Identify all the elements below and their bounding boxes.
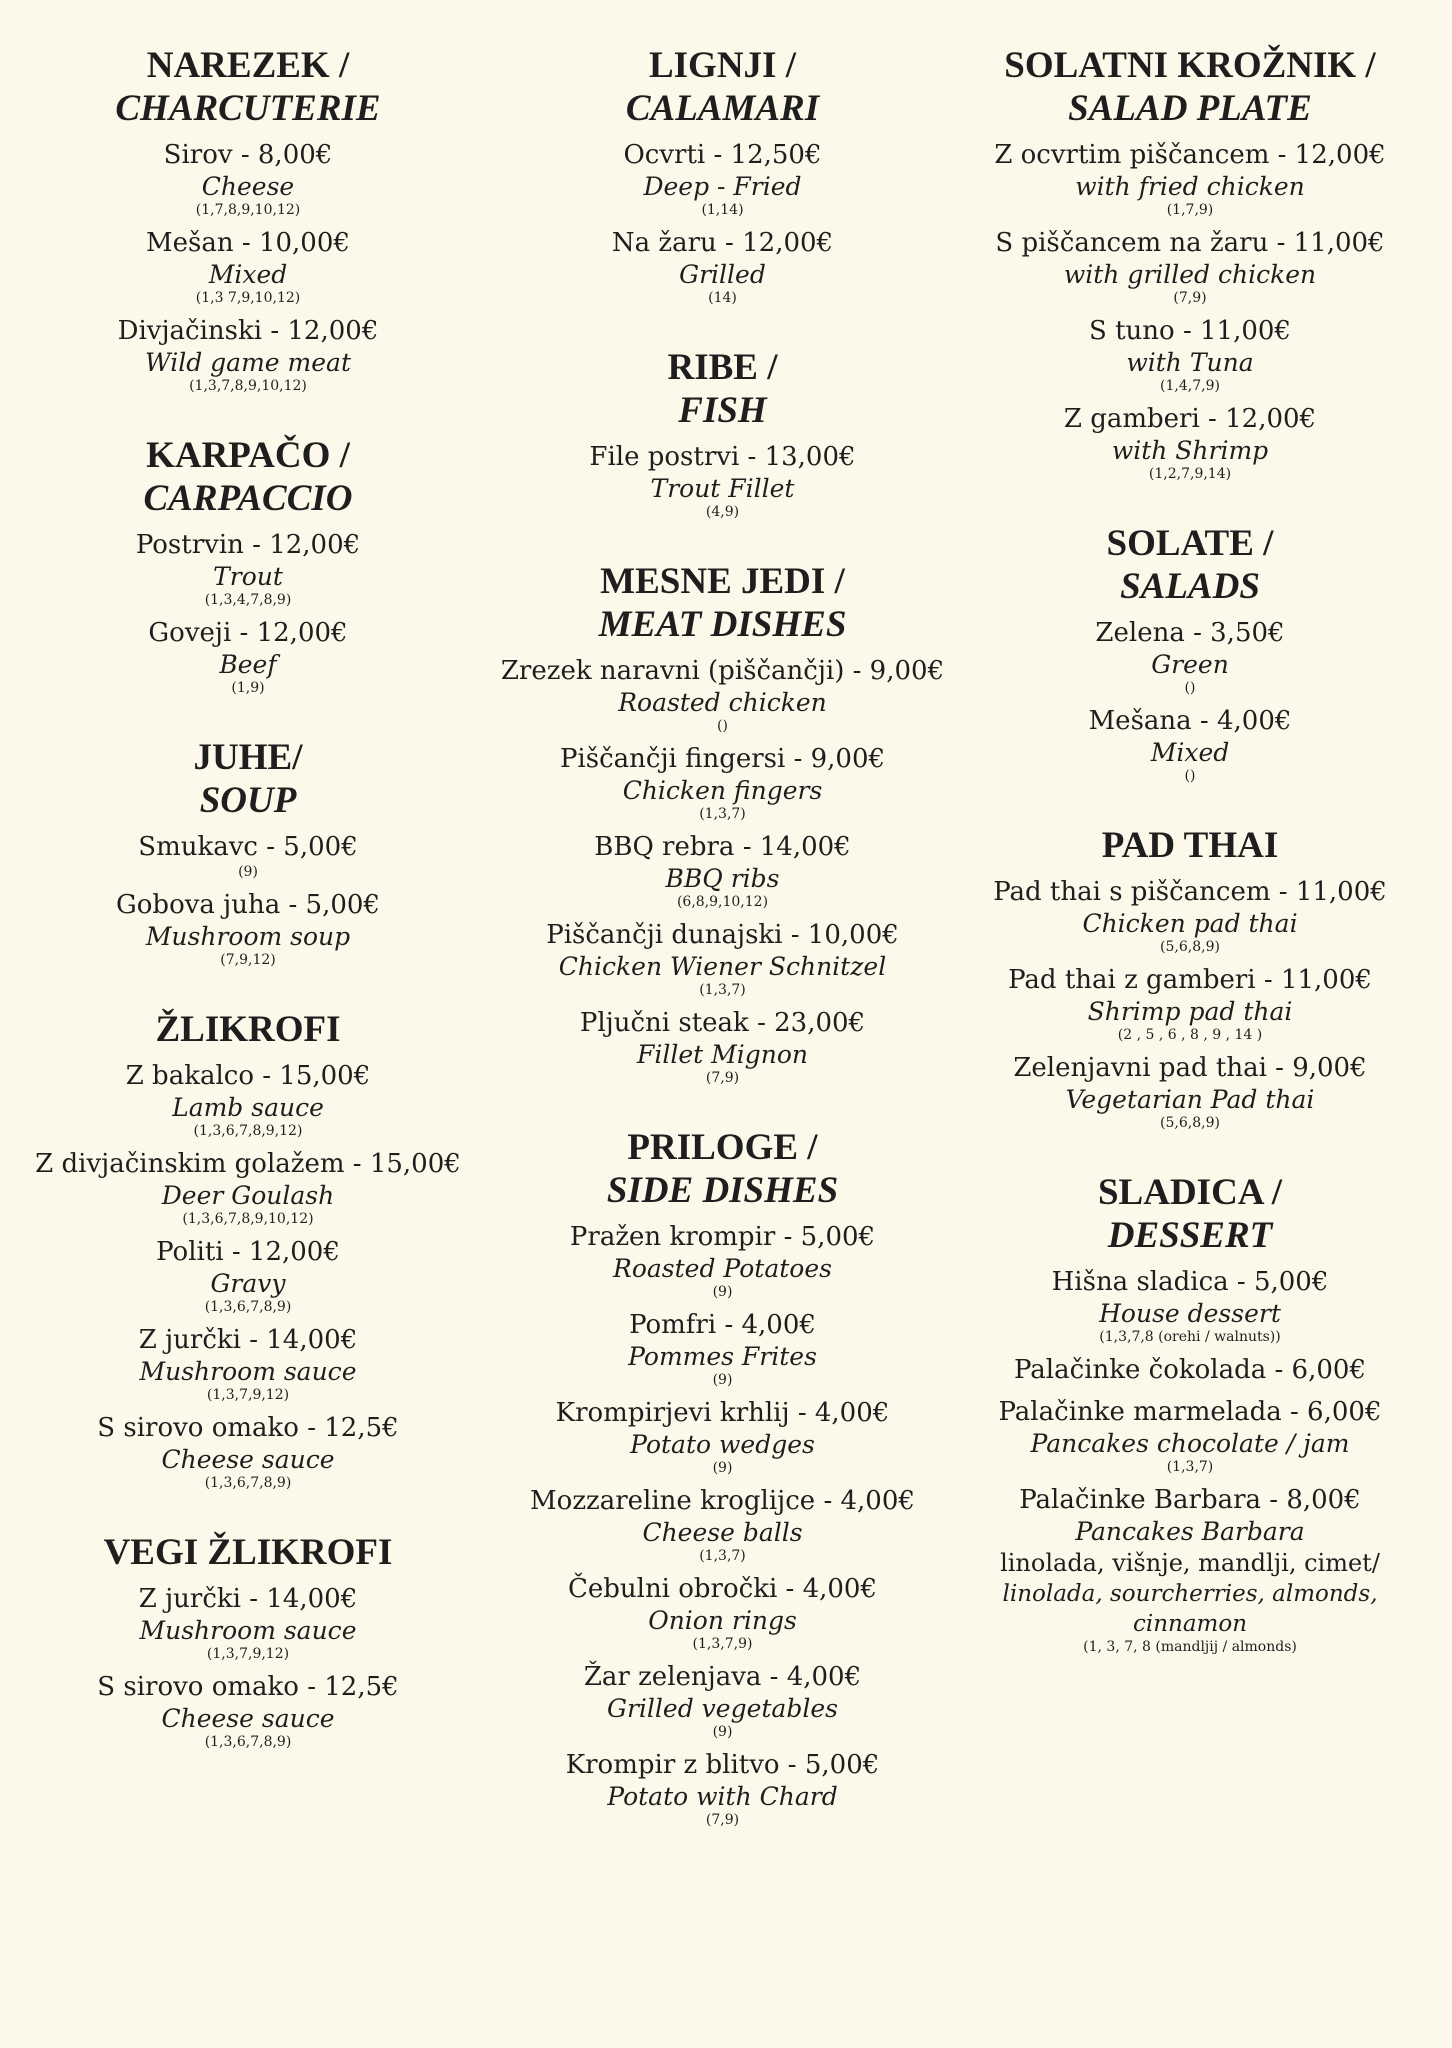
menu-section xyxy=(18,736,478,968)
item-english-name: Mushroom sauce xyxy=(139,1616,357,1645)
menu-item xyxy=(950,314,1430,394)
item-allergens: (1,9) xyxy=(231,680,265,696)
item-allergens: (1,3,7) xyxy=(699,1548,746,1564)
item-allergens: (2 , 5 , 6 , 8 , 9 , 14 ) xyxy=(1117,1027,1263,1043)
item-name-price: Zelena - 3,50€ xyxy=(1095,618,1285,648)
section-title: PAD THAI xyxy=(1101,825,1279,866)
item-name-price: Smukavc - 5,00€ xyxy=(138,832,358,862)
menu-item xyxy=(18,226,478,306)
item-allergens: (1,3,7,8,9,10,12) xyxy=(189,378,307,394)
item-allergens: (1,2,7,9,14) xyxy=(1148,466,1232,482)
item-name-price: Z divjačinskim golažem - 15,00€ xyxy=(35,1149,461,1179)
item-allergens: (1,3,7) xyxy=(699,806,746,822)
section-subtitle: SOUP xyxy=(199,780,297,821)
item-english-name: Roasted Potatoes xyxy=(613,1254,832,1283)
item-allergens: (1,3,4,7,8,9) xyxy=(204,592,292,608)
item-name-price: Pomfri - 4,00€ xyxy=(629,1310,816,1340)
menu-item xyxy=(950,1265,1430,1345)
item-allergens: () xyxy=(717,718,728,734)
item-english-name: Green xyxy=(1151,650,1229,679)
item-allergens: (1,7,8,9,10,12) xyxy=(195,202,301,218)
item-allergens: (1,3,7,8 (orehi / walnuts)) xyxy=(1099,1329,1281,1345)
menu-section xyxy=(950,1171,1430,1655)
menu-section xyxy=(950,44,1430,482)
item-name-price: Ocvrti - 12,50€ xyxy=(623,140,822,170)
item-name-price: Palačinke marmelada - 6,00€ xyxy=(998,1397,1382,1427)
item-allergens: (5,6,8,9) xyxy=(1160,1115,1220,1131)
item-english-name: Shrimp pad thai xyxy=(1087,997,1293,1026)
menu-item xyxy=(18,1059,478,1139)
item-allergens: (1,4,7,9) xyxy=(1160,378,1220,394)
menu-item xyxy=(950,402,1430,482)
menu-column-right xyxy=(950,44,1430,1695)
menu-item xyxy=(18,830,478,880)
item-allergens: (1,3,6,7,8,9) xyxy=(204,1734,292,1750)
item-english-name: Pommes Frites xyxy=(628,1342,817,1371)
item-english-name: Mixed xyxy=(1150,738,1230,767)
item-english-name: Potato wedges xyxy=(630,1430,815,1459)
item-name-price: S sirovo omako - 12,5€ xyxy=(97,1413,399,1443)
menu-item xyxy=(485,1308,960,1388)
section-title: ŽLIKROFI xyxy=(155,1009,341,1050)
section-subtitle: DESSERT xyxy=(1107,1215,1273,1256)
item-allergens: (9) xyxy=(712,1460,733,1476)
menu-item xyxy=(485,1006,960,1086)
section-title: MESNE JEDI / xyxy=(600,561,845,602)
section-title: SOLATNI KROŽNIK / xyxy=(1004,45,1376,86)
menu-item xyxy=(18,888,478,968)
menu-section xyxy=(950,522,1430,784)
menu-item xyxy=(485,1660,960,1740)
section-subtitle: SALADS xyxy=(1120,566,1260,607)
menu-item xyxy=(18,1147,478,1227)
item-name-price: BBQ rebra - 14,00€ xyxy=(594,832,851,862)
item-name-price: Čebulni obročki - 4,00€ xyxy=(567,1574,878,1604)
item-english-name: with grilled chicken xyxy=(1063,260,1317,289)
item-allergens: (1, 3, 7, 8 (mandljij / almonds) xyxy=(1083,1639,1297,1655)
item-allergens: (1,3,6,7,8,9,10,12) xyxy=(182,1211,314,1227)
menu-item xyxy=(950,963,1430,1043)
item-name-price: Palačinke Barbara - 8,00€ xyxy=(1019,1485,1361,1515)
item-allergens: (1,3,6,7,8,9) xyxy=(204,1475,292,1491)
item-english-name: Trout Fillet xyxy=(650,474,795,503)
item-name-price: Mozzareline kroglijce - 4,00€ xyxy=(530,1486,915,1516)
menu-item xyxy=(485,1748,960,1828)
item-name-price: Postrvin - 12,00€ xyxy=(135,530,361,560)
item-allergens: (1,3,7) xyxy=(1166,1459,1214,1475)
menu-section xyxy=(485,346,960,520)
item-english-name: Cheese balls xyxy=(642,1518,803,1547)
item-ingredients: linolada, višnje, mandlji, cimet/ xyxy=(1000,1549,1380,1577)
item-allergens: () xyxy=(1184,680,1196,696)
section-subtitle: SALAD PLATE xyxy=(1068,88,1312,129)
item-name-price: Pražen krompir - 5,00€ xyxy=(569,1222,876,1252)
menu-item xyxy=(485,742,960,822)
menu-item xyxy=(18,528,478,608)
item-english-name: Roasted chicken xyxy=(618,688,827,717)
item-english-name: Trout xyxy=(213,562,283,591)
item-allergens: (7,9) xyxy=(705,1070,740,1086)
section-title: RIBE / xyxy=(667,347,778,388)
menu-section xyxy=(485,44,960,306)
item-name-price: Z jurčki - 14,00€ xyxy=(138,1584,358,1614)
menu-item xyxy=(485,1484,960,1564)
menu-item xyxy=(950,704,1430,784)
item-allergens: (1,3,7,9,12) xyxy=(206,1646,290,1662)
menu-item xyxy=(485,1572,960,1652)
item-english-name: Potato with Chard xyxy=(607,1782,838,1811)
menu-column-middle xyxy=(485,44,960,1868)
menu-item xyxy=(485,138,960,218)
section-title: SOLATE / xyxy=(1106,523,1274,564)
menu-item xyxy=(950,1483,1430,1655)
item-english-name: with Shrimp xyxy=(1111,436,1269,465)
item-english-name: Grilled vegetables xyxy=(607,1694,838,1723)
menu-item xyxy=(485,654,960,734)
item-allergens: (7,9) xyxy=(1173,290,1207,306)
menu-item xyxy=(18,1323,478,1403)
item-english-name: Grilled xyxy=(679,260,766,289)
item-english-name: Beef xyxy=(219,650,277,679)
item-allergens: (14) xyxy=(708,290,737,306)
item-english-name: with fried chicken xyxy=(1075,172,1305,201)
item-name-price: Pljučni steak - 23,00€ xyxy=(579,1008,866,1038)
menu-item xyxy=(485,918,960,998)
menu-item xyxy=(950,1353,1430,1387)
menu-item xyxy=(485,1220,960,1300)
section-title: NAREZEK / xyxy=(146,45,350,86)
item-english-name: Pancakes chocolate / jam xyxy=(1030,1429,1350,1458)
menu-item xyxy=(485,226,960,306)
menu-item xyxy=(18,1235,478,1315)
item-english-name: House dessert xyxy=(1099,1299,1281,1328)
menu-item xyxy=(18,1670,478,1750)
menu-item xyxy=(950,616,1430,696)
item-english-name: Vegetarian Pad thai xyxy=(1065,1085,1315,1114)
item-allergens: (9) xyxy=(712,1724,733,1740)
item-english-name: Chicken Wiener Schnitzel xyxy=(558,952,887,981)
item-name-price: Krompirjevi krhlij - 4,00€ xyxy=(555,1398,890,1428)
item-name-price: Z jurčki - 14,00€ xyxy=(138,1325,358,1355)
item-english-name: with Tuna xyxy=(1126,348,1254,377)
item-name-price: Mešana - 4,00€ xyxy=(1088,706,1292,736)
menu-item xyxy=(950,875,1430,955)
item-name-price: Žar zelenjava - 4,00€ xyxy=(583,1662,862,1692)
item-allergens: (9) xyxy=(712,1372,733,1388)
section-title: LIGNJI / xyxy=(648,45,796,86)
menu-item xyxy=(485,440,960,520)
item-english-name: Chicken pad thai xyxy=(1082,909,1298,938)
item-allergens: (1,3,7,9,12) xyxy=(206,1387,290,1403)
item-allergens: (7,9) xyxy=(705,1812,740,1828)
item-name-price: S tuno - 11,00€ xyxy=(1089,316,1291,346)
item-name-price: Mešan - 10,00€ xyxy=(146,228,350,258)
item-english-name: Cheese sauce xyxy=(161,1445,335,1474)
menu-item xyxy=(18,616,478,696)
item-english-name: Wild game meat xyxy=(144,348,351,377)
menu-item xyxy=(950,226,1430,306)
item-name-price: Piščančji fingersi - 9,00€ xyxy=(559,744,886,774)
item-name-price: S piščancem na žaru - 11,00€ xyxy=(995,228,1385,258)
item-allergens: (1,3,6,7,8,9) xyxy=(204,1299,292,1315)
item-name-price: Pad thai z gamberi - 11,00€ xyxy=(1008,965,1372,995)
item-name-price: Z bakalco - 15,00€ xyxy=(125,1061,371,1091)
item-name-price: Sirov - 8,00€ xyxy=(163,140,333,170)
item-name-price: Z ocvrtim piščancem - 12,00€ xyxy=(994,140,1386,170)
menu-section xyxy=(18,434,478,696)
item-name-price: Hišna sladica - 5,00€ xyxy=(1051,1267,1329,1297)
section-title: SLADICA / xyxy=(1097,1172,1283,1213)
item-english-name: Gravy xyxy=(210,1269,286,1298)
item-name-price: Zelenjavni pad thai - 9,00€ xyxy=(1013,1053,1367,1083)
item-allergens: (1,14) xyxy=(701,202,744,218)
menu-item xyxy=(18,138,478,218)
item-english-name: Lamb sauce xyxy=(172,1093,324,1122)
section-subtitle: SIDE DISHES xyxy=(606,1170,839,1211)
item-allergens: (4,9) xyxy=(705,504,740,520)
menu-column-left xyxy=(18,44,478,1790)
item-allergens: (9) xyxy=(238,864,258,880)
item-name-price: Zrezek naravni (piščančji) - 9,00€ xyxy=(500,656,945,686)
item-english-name: Cheese sauce xyxy=(161,1704,335,1733)
item-english-name: Mushroom sauce xyxy=(139,1357,357,1386)
menu-section xyxy=(18,1531,478,1750)
menu-item xyxy=(485,1396,960,1476)
item-name-price: File postrvi - 13,00€ xyxy=(589,442,856,472)
item-name-price: Pad thai s piščancem - 11,00€ xyxy=(993,877,1387,907)
section-title: JUHE/ xyxy=(193,737,303,778)
menu-item xyxy=(950,1051,1430,1131)
item-name-price: Gobova juha - 5,00€ xyxy=(116,890,380,920)
item-allergens: (1,7,9) xyxy=(1166,202,1214,218)
menu-section xyxy=(485,560,960,1086)
section-subtitle: FISH xyxy=(678,390,767,431)
section-subtitle: CALAMARI xyxy=(625,88,820,129)
item-english-name: BBQ ribs xyxy=(665,864,780,893)
item-name-price: Piščančji dunajski - 10,00€ xyxy=(546,920,899,950)
item-allergens: (5,6,8,9) xyxy=(1160,939,1220,955)
item-english-name: Cheese xyxy=(201,172,295,201)
item-english-name: Onion rings xyxy=(648,1606,797,1635)
item-allergens: (9) xyxy=(712,1284,733,1300)
menu-section xyxy=(18,44,478,394)
item-name-price: Z gamberi - 12,00€ xyxy=(1063,404,1317,434)
menu-section xyxy=(950,824,1430,1131)
item-allergens: (1,3,6,7,8,9,12) xyxy=(193,1123,303,1139)
item-english-name: Deer Goulash xyxy=(161,1181,335,1210)
section-subtitle: CHARCUTERIE xyxy=(115,88,381,129)
item-allergens: () xyxy=(1184,768,1196,784)
item-allergens: (1,3 7,9,10,12) xyxy=(195,290,301,306)
item-allergens: (1,3,7) xyxy=(699,982,746,998)
item-allergens: (1,3,7,9) xyxy=(692,1636,753,1652)
menu-section xyxy=(485,1126,960,1828)
section-subtitle: MEAT DISHES xyxy=(598,604,847,645)
item-name-price: Na žaru - 12,00€ xyxy=(611,228,834,258)
item-allergens: (6,8,9,10,12) xyxy=(676,894,769,910)
item-english-name: Pancakes Barbara xyxy=(1075,1517,1305,1546)
menu-item xyxy=(18,1411,478,1491)
menu-item xyxy=(950,138,1430,218)
item-english-name: Fillet Mignon xyxy=(637,1040,808,1069)
menu-section xyxy=(18,1008,478,1491)
item-name-price: Goveji - 12,00€ xyxy=(148,618,348,648)
section-title: KARPAČO / xyxy=(146,435,350,476)
item-ingredients-english: linolada, sourcherries, almonds, cinnamon xyxy=(1002,1581,1378,1637)
item-name-price: Politi - 12,00€ xyxy=(156,1237,340,1267)
section-title: PRILOGE / xyxy=(627,1127,818,1168)
section-title: VEGI ŽLIKROFI xyxy=(103,1532,393,1573)
item-name-price: Palačinke čokolada - 6,00€ xyxy=(1013,1355,1366,1385)
menu-item xyxy=(18,314,478,394)
item-english-name: Mushroom soup xyxy=(145,922,351,951)
item-allergens: (7,9,12) xyxy=(220,952,276,968)
item-name-price: S sirovo omako - 12,5€ xyxy=(97,1672,399,1702)
item-name-price: Krompir z blitvo - 5,00€ xyxy=(565,1750,880,1780)
section-subtitle: CARPACCIO xyxy=(143,478,353,519)
menu-item xyxy=(18,1582,478,1662)
item-name-price: Divjačinski - 12,00€ xyxy=(117,316,379,346)
menu-item xyxy=(950,1395,1430,1475)
item-english-name: Deep - Fried xyxy=(643,172,802,201)
menu-item xyxy=(485,830,960,910)
item-english-name: Mixed xyxy=(208,260,288,289)
item-english-name: Chicken fingers xyxy=(622,776,823,805)
